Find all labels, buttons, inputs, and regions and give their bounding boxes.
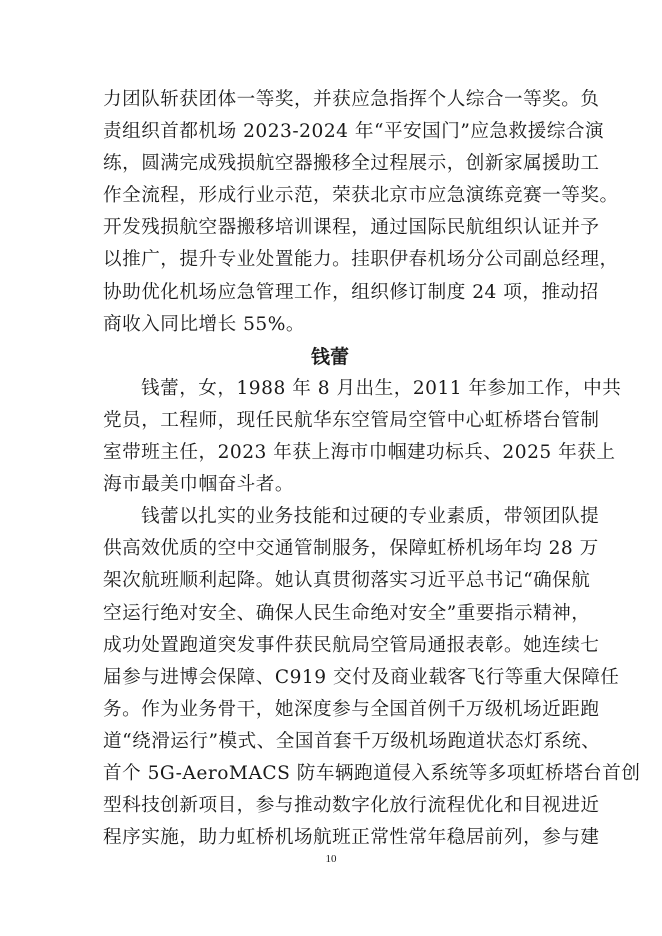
text-line: 商收入同比增长 55%。: [103, 313, 305, 335]
text-line: 作全流程，形成行业示范，荣获北京市应急演练竞赛一等奖。: [103, 185, 619, 207]
text-line: 成功处置跑道突发事件获民航局空管局通报表彰。她连续七: [103, 634, 600, 656]
text-line: 练，圆满完成残损航空器搬移全过程展示，创新家属援助工: [103, 153, 600, 175]
paragraph: [103, 84, 619, 341]
text-line: 届参与进博会保障、C919 交付及商业载客飞行等重大保障任: [103, 666, 620, 688]
text-line: 力团队斩获团体一等奖，并获应急指挥个人综合一等奖。负: [103, 89, 600, 110]
text-line: 室带班主任，2023 年获上海市巾帼建功标兵、2025 年获上: [103, 442, 616, 464]
text-line: 程序实施，助力虹桥机场航班正常性常年稳居前列，参与建: [103, 827, 600, 849]
text-line: 以推广，提升专业处置能力。挂职伊春机场分公司副总经理，: [103, 249, 619, 271]
text-line: 党员，工程师，现任民航华东空管局空管中心虹桥塔台管制: [103, 409, 600, 431]
section-heading: 钱蕾: [310, 345, 349, 368]
text-line: 开发残损航空器搬移培训课程，通过国际民航组织认证并予: [103, 217, 600, 239]
text-line: 道“绕滑运行”模式、全国首套千万级机场跑道状态灯系统、: [103, 730, 601, 752]
text-line: 供高效优质的空中交通管制服务，保障虹桥机场年均 28 万: [103, 538, 599, 560]
text-line: 务。作为业务骨干，她深度参与全国首例千万级机场近距跑: [103, 698, 600, 720]
text-line: 空运行绝对安全、确保人民生命绝对安全”重要指示精神，: [103, 602, 591, 624]
page-number: 10: [325, 853, 337, 865]
text-line: 责组织首都机场 2023-2024 年“平安国门”应急救援综合演: [103, 121, 605, 143]
text-line: 协助优化机场应急管理工作，组织修订制度 24 项，推动招: [103, 281, 599, 303]
text-line: 架次航班顺利起降。她认真贯彻落实习近平总书记“确保航: [103, 570, 591, 592]
text-line: 型科技创新项目，参与推动数字化放行流程优化和目视进近: [103, 795, 600, 817]
paragraph: [103, 373, 622, 501]
text-line: 首个 5G-AeroMACS 防车辆跑道侵入系统等多项虹桥塔台首创: [103, 762, 641, 784]
text-line: 钱蕾以扎实的业务技能和过硬的专业素质，带领团队提: [141, 506, 600, 528]
document-body: [103, 84, 641, 854]
paragraph: [103, 501, 641, 854]
text-line: 海市最美巾帼奋斗者。: [103, 474, 294, 496]
text-line: 钱蕾，女，1988 年 8 月出生，2011 年参加工作，中共: [141, 377, 622, 399]
